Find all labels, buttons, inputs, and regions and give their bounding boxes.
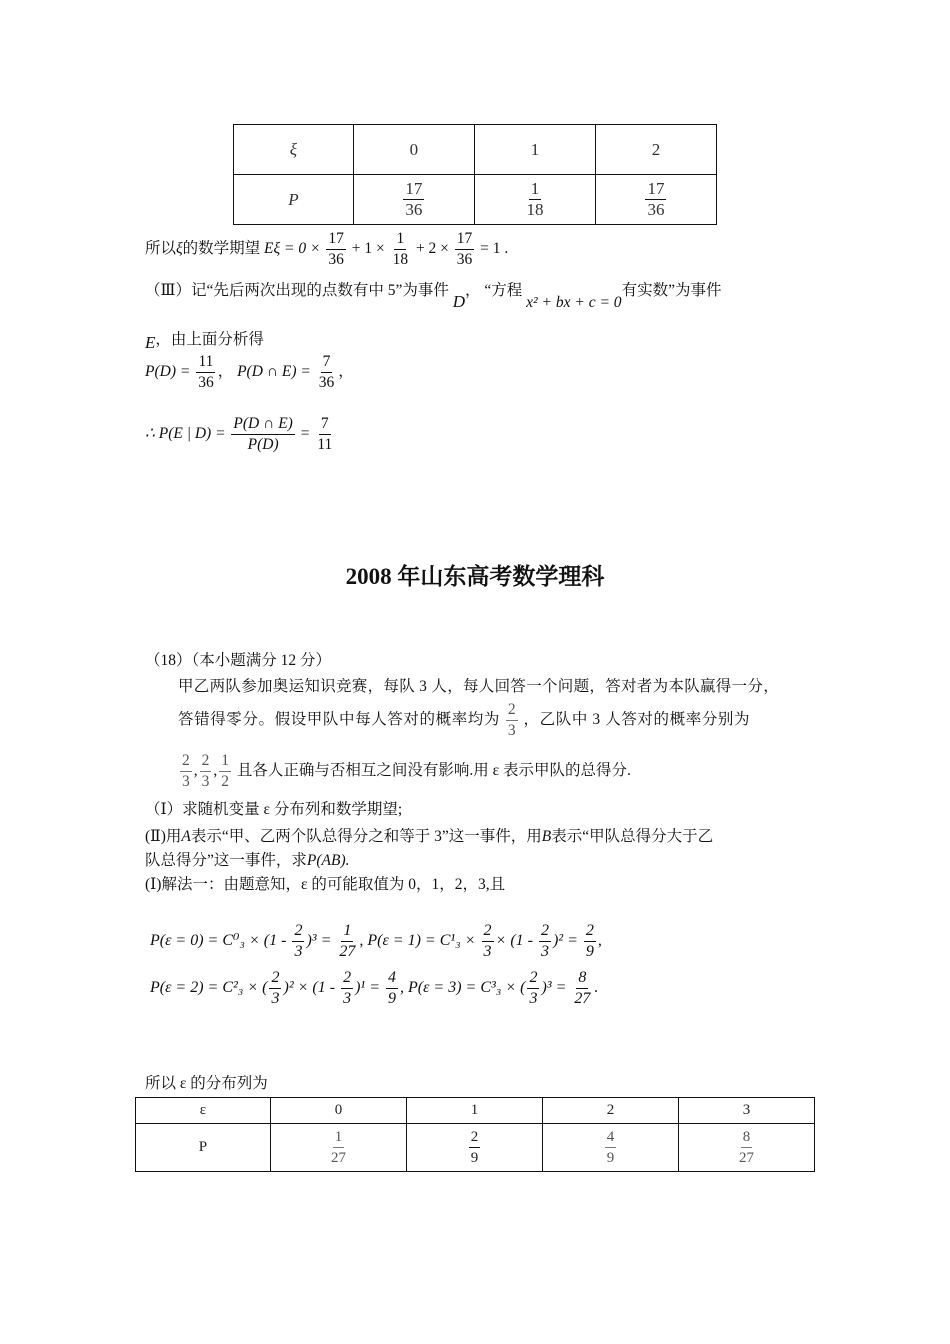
frac-num: P(D ∩ E) <box>231 414 294 435</box>
frac-num: 4 <box>386 968 398 989</box>
frac-den: 3 <box>507 722 516 739</box>
frac-num: 7 <box>319 414 331 435</box>
formula-part: )³ = <box>541 979 567 997</box>
conditional-probability <box>145 414 336 455</box>
event-a: A <box>181 828 191 845</box>
problem-number: （18）（本小题满分 12 分） <box>145 652 332 669</box>
table2-num: 1 <box>333 1127 345 1148</box>
table2-header-cell: 0 <box>270 1098 406 1124</box>
frac-num: 2 <box>292 921 304 942</box>
formula-part: )¹ = <box>355 979 380 997</box>
table2-den: 9 <box>606 1150 615 1166</box>
problem-text: 表示“甲队总得分大于乙 <box>551 828 714 845</box>
table1-header-cell: 1 <box>474 125 595 175</box>
formula-part: P(ε = 2) = C²₃ × ( <box>150 979 268 997</box>
frac-den: 2 <box>221 773 229 790</box>
distribution-caption: 所以 ε 的分布列为 <box>145 1075 268 1092</box>
table2-num: 4 <box>605 1127 617 1148</box>
separator: ， <box>217 363 234 381</box>
table1-header-cell: 0 <box>353 125 474 175</box>
frac-den: 3 <box>529 990 538 1007</box>
table2-den: 27 <box>738 1150 754 1166</box>
part3-line2 <box>145 328 264 351</box>
problem-text: (Ⅱ)用 <box>145 828 182 845</box>
table1-row-label: P <box>234 175 354 225</box>
table2-cell <box>270 1124 406 1172</box>
frac-den: 3 <box>271 990 280 1007</box>
problem-text: 答错得零分。假设甲队中每人答对的概率均为 <box>178 711 501 729</box>
frac-den: 36 <box>456 251 473 268</box>
table1-num: 17 <box>405 179 423 198</box>
problem-line1: 甲乙两队参加奥运知识竞赛，每队 3 人，每人回答一个问题，答对者为本队赢得一分， <box>178 678 780 695</box>
formula-part: . <box>594 979 599 997</box>
formula-part: )² × (1 - <box>283 979 336 997</box>
frac-num: 7 <box>321 352 333 373</box>
frac-den: 3 <box>294 943 303 960</box>
formula-part: × (1 - <box>495 932 533 950</box>
page-title: 2008 年山东高考数学理科 <box>345 564 605 589</box>
part3-text: 有实数”为事件 <box>621 282 722 299</box>
table2-den: 27 <box>330 1150 346 1166</box>
frac-den: 36 <box>318 374 335 391</box>
pde-lhs: P(D ∩ E) = <box>237 363 311 381</box>
expectation-result: = 1 . <box>480 240 509 258</box>
table1-cell <box>353 175 474 225</box>
frac-num: 2 <box>584 921 596 942</box>
problem-text: 且各人正确与否相互之间没有影响.用 ε 表示甲队的总得分. <box>236 762 631 780</box>
frac-den: 11 <box>317 436 333 453</box>
distribution-table-epsilon <box>135 1097 815 1172</box>
formula-part: , <box>597 932 602 950</box>
question-2-cont <box>145 850 350 872</box>
frac-den: 9 <box>585 943 594 960</box>
expectation-line <box>145 229 508 270</box>
frac-den: 9 <box>387 990 396 1007</box>
problem-line2 <box>178 700 750 741</box>
event-d: D <box>452 292 465 311</box>
pd-lhs: P(D) = <box>145 363 191 381</box>
event-b: B <box>541 828 552 845</box>
frac-den: 3 <box>483 943 492 960</box>
frac-num: 1 <box>341 921 353 942</box>
expectation-prefix: 所以 <box>145 240 177 258</box>
frac-den: P(D) <box>247 436 279 453</box>
formula-part: )² = <box>552 932 578 950</box>
expectation-mid: 的数学期望 <box>182 240 261 258</box>
formula-line1 <box>150 921 602 962</box>
frac-den: 27 <box>574 990 591 1007</box>
part3-line1 <box>145 279 722 311</box>
frac-den: 3 <box>201 773 210 790</box>
frac-num: 17 <box>455 229 475 250</box>
solution-intro: (Ⅰ)解法一：由题意知，ε 的可能取值为 0，1，2，3,且 <box>145 876 506 893</box>
part3-text: ，由上面分析得 <box>155 331 264 348</box>
formula-part: )³ = <box>306 932 332 950</box>
event-ab: P(AB). <box>306 852 350 869</box>
op: + 2 × <box>415 240 449 258</box>
frac-num: 1 <box>219 751 231 772</box>
table2-num: 2 <box>469 1127 481 1148</box>
xi-symbol: ξ <box>176 240 183 258</box>
cond-lhs: ∴ P(E | D) = <box>145 425 226 443</box>
frac-den: 3 <box>540 943 549 960</box>
table1-num: 1 <box>530 179 540 198</box>
equals: = <box>300 425 310 443</box>
table1-header-cell: 2 <box>595 125 716 175</box>
distribution-table-xi <box>233 124 717 225</box>
frac-den: 36 <box>328 251 344 268</box>
table1-header-cell: ξ <box>234 125 354 175</box>
frac-den: 3 <box>182 773 190 790</box>
table2-num: 8 <box>741 1127 753 1148</box>
frac-num: 2 <box>269 968 281 989</box>
formula-line2 <box>150 968 598 1009</box>
table1-cell <box>595 175 716 225</box>
frac-den: 36 <box>198 374 214 391</box>
question-1: （Ⅰ）求随机变量 ε 分布列和数学期望; <box>145 801 403 818</box>
formula-part: , P(ε = 1) = C¹₃ × <box>359 932 476 950</box>
formula-part: , P(ε = 3) = C³₃ × ( <box>399 979 526 997</box>
table1-den: 36 <box>405 200 423 219</box>
table2-header-cell: 1 <box>406 1098 542 1124</box>
problem-text: 表示“甲、乙两个队总得分之和等于 3”这一事件，用 <box>190 828 542 845</box>
op: + 1 × <box>351 240 385 258</box>
question-2 <box>145 826 713 848</box>
frac-num: 2 <box>200 751 212 772</box>
table2-den: 9 <box>470 1150 479 1166</box>
part3-text: （Ⅲ）记“先后两次出现的点数有中 5”为事件 <box>145 282 449 299</box>
table2-cell <box>542 1124 678 1172</box>
part3-text: ， “方程 <box>465 282 523 299</box>
frac-num: 2 <box>506 700 518 721</box>
table2-cell <box>678 1124 814 1172</box>
separator: ， <box>338 363 354 381</box>
problem-text: 队总得分”这一事件，求 <box>145 852 307 869</box>
table1-num: 17 <box>647 179 665 198</box>
frac-den: 3 <box>343 990 352 1007</box>
expectation-lhs: Eξ = 0 × <box>264 240 321 258</box>
frac-num: 2 <box>341 968 353 989</box>
event-e: E <box>145 333 156 352</box>
frac-den: 18 <box>392 251 409 268</box>
frac-num: 2 <box>527 968 539 989</box>
part3-probabilities <box>145 352 354 393</box>
table2-header-cell: 2 <box>542 1098 678 1124</box>
table1-den: 18 <box>526 200 544 219</box>
table1-den: 36 <box>647 200 665 219</box>
frac-num: 2 <box>482 921 494 942</box>
frac-num: 2 <box>539 921 551 942</box>
table2-header-cell: ε <box>136 1098 271 1124</box>
equation: x² + bx + c = 0 <box>526 294 622 311</box>
frac-num: 1 <box>394 229 406 250</box>
frac-num: 8 <box>576 968 588 989</box>
table2-header-cell: 3 <box>678 1098 814 1124</box>
frac-num: 2 <box>180 751 192 772</box>
frac-den: 27 <box>339 943 356 960</box>
table2-cell <box>406 1124 542 1172</box>
table2-row-label: P <box>136 1124 271 1172</box>
formula-part: P(ε = 0) = C⁰₃ × (1 - <box>150 932 287 950</box>
problem-text: ，乙队中 3 人答对的概率分别为 <box>523 711 751 729</box>
frac-num: 11 <box>196 352 215 373</box>
frac-num: 17 <box>326 229 346 250</box>
table1-cell <box>474 175 595 225</box>
problem-line3: $\frac{2}{3}$ , $\frac{2}{3}$ , $\frac{1}{2}$ 且各人正确与否相互之间没有影响.用 ε 表示甲队的总得分. <box>182 752 631 790</box>
